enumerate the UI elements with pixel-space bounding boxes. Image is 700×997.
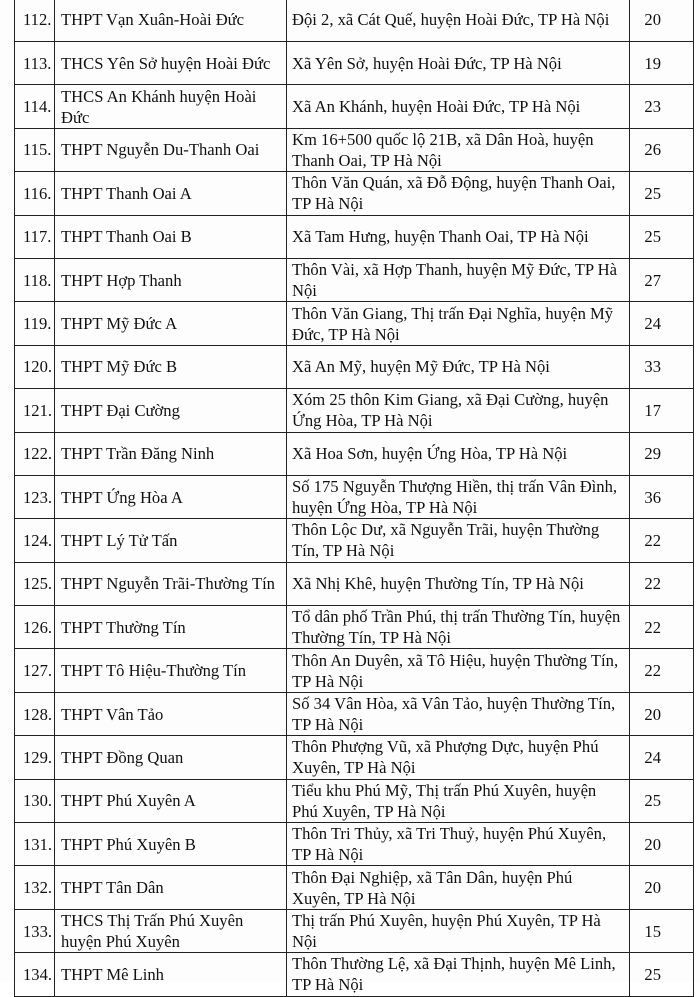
school-name-cell: THPT Vân Tảo [55, 692, 287, 735]
row-number-cell: 117. [15, 215, 55, 258]
row-number-cell: 116. [15, 172, 55, 215]
row-number-cell: 124. [15, 519, 55, 562]
table-row [15, 128, 694, 171]
school-name-cell: THPT Phú Xuyên A [55, 779, 287, 822]
school-name-cell: THPT Mê Linh [55, 953, 287, 996]
school-address-cell: Xã Yên Sở, huyện Hoài Đức, TP Hà Nội [287, 42, 630, 85]
count-cell: 25 [630, 953, 694, 996]
school-name-cell: THPT Nguyễn Du-Thanh Oai [55, 128, 287, 171]
school-name-cell: THPT Thanh Oai B [55, 215, 287, 258]
school-name-cell: THPT Nguyễn Trãi-Thường Tín [55, 562, 287, 605]
school-address-cell: Thôn Thường Lệ, xã Đại Thịnh, huyện Mê Linh, TP Hà Nội [287, 953, 630, 996]
row-number-cell: 133. [15, 909, 55, 952]
school-table-body [15, 0, 694, 996]
row-number-cell: 114. [15, 85, 55, 128]
school-address-cell: Thôn Phượng Vũ, xã Phượng Dực, huyện Phú Xuyên, TP Hà Nội [287, 736, 630, 779]
school-name-cell: THPT Phú Xuyên B [55, 823, 287, 866]
count-cell: 26 [630, 128, 694, 171]
row-number-cell: 118. [15, 258, 55, 301]
row-number-cell: 125. [15, 562, 55, 605]
row-number-cell: 119. [15, 302, 55, 345]
school-name-cell: THPT Thường Tín [55, 606, 287, 649]
table-row [15, 42, 694, 85]
school-name-cell: THPT Lý Tử Tấn [55, 519, 287, 562]
school-address-cell: Thị trấn Phú Xuyên, huyện Phú Xuyên, TP Hà Nội [287, 909, 630, 952]
row-number-cell: 134. [15, 953, 55, 996]
table-row [15, 172, 694, 215]
count-cell: 33 [630, 345, 694, 388]
school-address-cell: Tổ dân phố Trần Phú, thị trấn Thường Tín, huyện Thường Tín, TP Hà Nội [287, 606, 630, 649]
count-cell: 25 [630, 172, 694, 215]
school-address-cell: Thôn Văn Giang, Thị trấn Đại Nghĩa, huyện Mỹ Đức, TP Hà Nội [287, 302, 630, 345]
count-cell: 20 [630, 0, 694, 42]
row-number-cell: 126. [15, 606, 55, 649]
table-row [15, 302, 694, 345]
table-row [15, 345, 694, 388]
school-name-cell: THPT Tô Hiệu-Thường Tín [55, 649, 287, 692]
row-number-cell: 123. [15, 475, 55, 518]
school-name-cell: THPT Trần Đăng Ninh [55, 432, 287, 475]
table-row [15, 823, 694, 866]
table-row [15, 866, 694, 909]
count-cell: 22 [630, 519, 694, 562]
table-row [15, 606, 694, 649]
count-cell: 22 [630, 606, 694, 649]
count-cell: 20 [630, 866, 694, 909]
count-cell: 17 [630, 389, 694, 432]
table-row [15, 736, 694, 779]
school-name-cell: THPT Ứng Hòa A [55, 475, 287, 518]
count-cell: 24 [630, 736, 694, 779]
count-cell: 36 [630, 475, 694, 518]
table-row [15, 953, 694, 996]
school-name-cell: THPT Mỹ Đức A [55, 302, 287, 345]
school-address-cell: Xã An Mỹ, huyện Mỹ Đức, TP Hà Nội [287, 345, 630, 388]
school-address-cell: Thôn Văn Quán, xã Đỗ Động, huyện Thanh Oai, TP Hà Nội [287, 172, 630, 215]
count-cell: 25 [630, 215, 694, 258]
row-number-cell: 130. [15, 779, 55, 822]
row-number-cell: 122. [15, 432, 55, 475]
school-address-cell: Số 175 Nguyễn Thượng Hiền, thị trấn Vân Đình, huyện Ứng Hòa, TP Hà Nội [287, 475, 630, 518]
school-address-cell: Thôn Tri Thủy, xã Tri Thuỷ, huyện Phú Xuyên, TP Hà Nội [287, 823, 630, 866]
count-cell: 20 [630, 823, 694, 866]
school-name-cell: THCS Thị Trấn Phú Xuyên huyện Phú Xuyên [55, 909, 287, 952]
table-row [15, 909, 694, 952]
count-cell: 15 [630, 909, 694, 952]
count-cell: 23 [630, 85, 694, 128]
school-name-cell: THPT Mỹ Đức B [55, 345, 287, 388]
table-row [15, 432, 694, 475]
table-row [15, 258, 694, 301]
school-address-cell: Số 34 Vân Hòa, xã Vân Tảo, huyện Thường Tín, TP Hà Nội [287, 692, 630, 735]
school-name-cell: THCS Yên Sở huyện Hoài Đức [55, 42, 287, 85]
table-row [15, 475, 694, 518]
school-name-cell: THCS An Khánh huyện Hoài Đức [55, 85, 287, 128]
school-address-cell: Tiểu khu Phú Mỹ, Thị trấn Phú Xuyên, huyện Phú Xuyên, TP Hà Nội [287, 779, 630, 822]
row-number-cell: 129. [15, 736, 55, 779]
row-number-cell: 128. [15, 692, 55, 735]
count-cell: 20 [630, 692, 694, 735]
school-address-cell: Xã Hoa Sơn, huyện Ứng Hòa, TP Hà Nội [287, 432, 630, 475]
table-row [15, 562, 694, 605]
school-name-cell: THPT Tân Dân [55, 866, 287, 909]
count-cell: 22 [630, 649, 694, 692]
school-name-cell: THPT Đại Cường [55, 389, 287, 432]
table-row [15, 649, 694, 692]
count-cell: 25 [630, 779, 694, 822]
count-cell: 22 [630, 562, 694, 605]
school-address-cell: Km 16+500 quốc lộ 21B, xã Dân Hoà, huyện Thanh Oai, TP Hà Nội [287, 128, 630, 171]
row-number-cell: 112. [15, 0, 55, 42]
school-address-cell: Thôn Lộc Dư, xã Nguyễn Trãi, huyện Thường Tín, TP Hà Nội [287, 519, 630, 562]
row-number-cell: 121. [15, 389, 55, 432]
table-row [15, 85, 694, 128]
school-address-cell: Thôn An Duyên, xã Tô Hiệu, huyện Thường Tín, TP Hà Nội [287, 649, 630, 692]
school-address-cell: Xã An Khánh, huyện Hoài Đức, TP Hà Nội [287, 85, 630, 128]
row-number-cell: 131. [15, 823, 55, 866]
school-address-cell: Đội 2, xã Cát Quế, huyện Hoài Đức, TP Hà Nội [287, 0, 630, 42]
count-cell: 24 [630, 302, 694, 345]
count-cell: 29 [630, 432, 694, 475]
school-address-cell: Thôn Đại Nghiệp, xã Tân Dân, huyện Phú Xuyên, TP Hà Nội [287, 866, 630, 909]
school-table [14, 0, 694, 997]
row-number-cell: 113. [15, 42, 55, 85]
table-row [15, 519, 694, 562]
school-address-cell: Thôn Vài, xã Hợp Thanh, huyện Mỹ Đức, TP Hà Nội [287, 258, 630, 301]
table-row [15, 0, 694, 42]
school-name-cell: THPT Thanh Oai A [55, 172, 287, 215]
school-name-cell: THPT Đồng Quan [55, 736, 287, 779]
count-cell: 19 [630, 42, 694, 85]
count-cell: 27 [630, 258, 694, 301]
table-row [15, 779, 694, 822]
row-number-cell: 132. [15, 866, 55, 909]
school-address-cell: Xã Nhị Khê, huyện Thường Tín, TP Hà Nội [287, 562, 630, 605]
school-address-cell: Xóm 25 thôn Kim Giang, xã Đại Cường, huyện Ứng Hòa, TP Hà Nội [287, 389, 630, 432]
row-number-cell: 120. [15, 345, 55, 388]
row-number-cell: 127. [15, 649, 55, 692]
table-row [15, 389, 694, 432]
school-name-cell: THPT Hợp Thanh [55, 258, 287, 301]
table-row [15, 692, 694, 735]
row-number-cell: 115. [15, 128, 55, 171]
table-row [15, 215, 694, 258]
school-name-cell: THPT Vạn Xuân-Hoài Đức [55, 0, 287, 42]
school-address-cell: Xã Tam Hưng, huyện Thanh Oai, TP Hà Nội [287, 215, 630, 258]
